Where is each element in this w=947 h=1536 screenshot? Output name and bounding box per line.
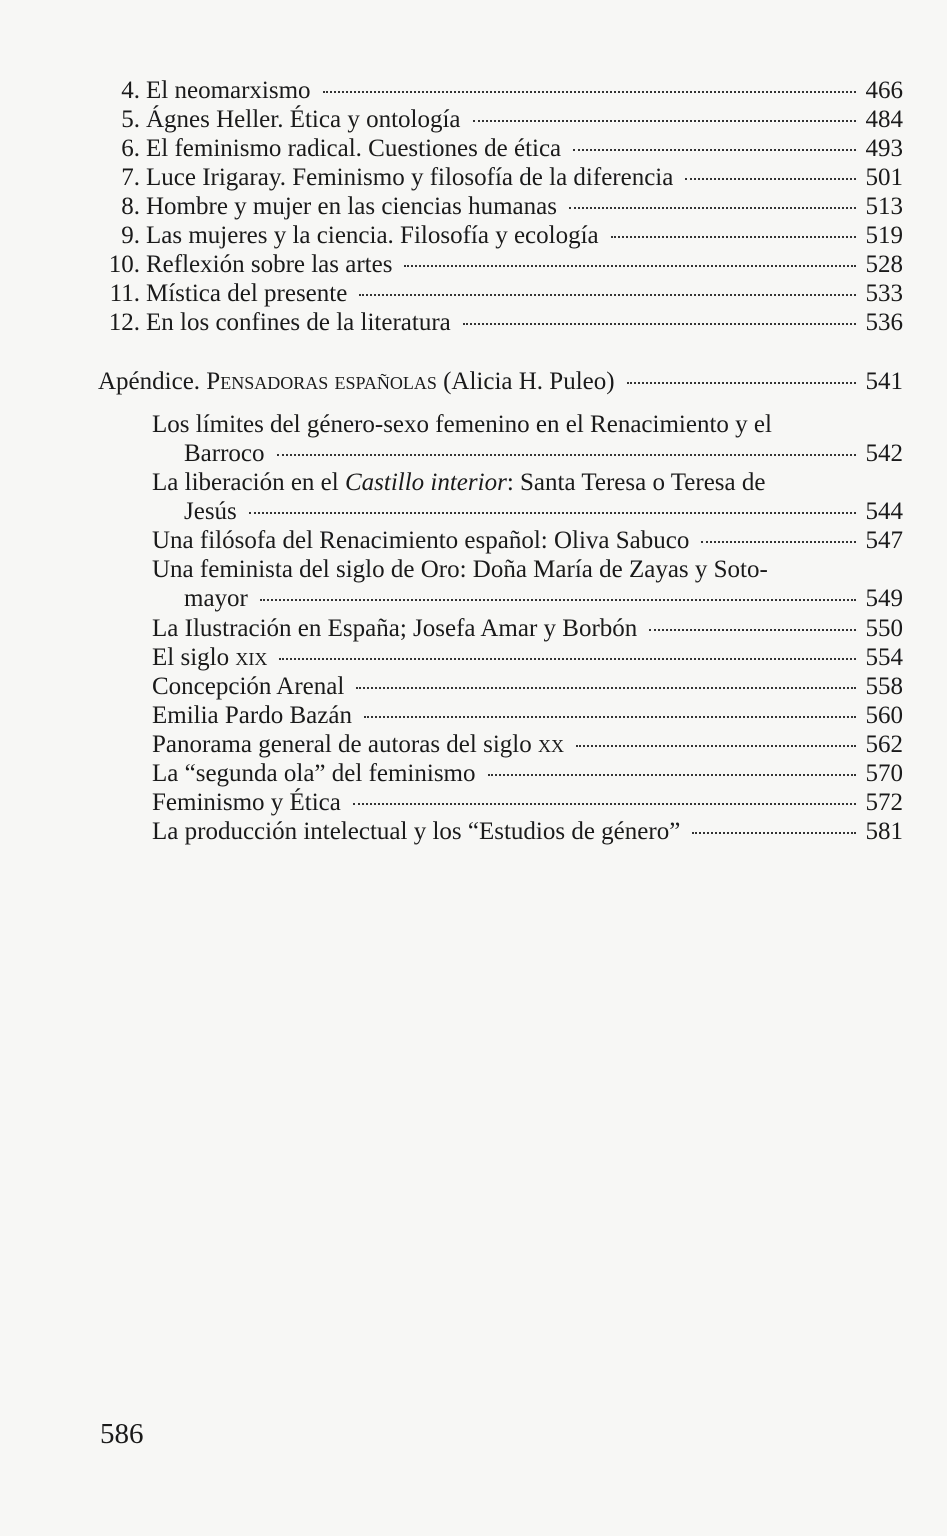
dot-leader bbox=[249, 512, 856, 514]
entry-title: El neomarxismo bbox=[146, 77, 311, 104]
entry-page: 541 bbox=[865, 368, 903, 395]
entry-title: Mística del presente bbox=[146, 280, 348, 307]
entry-title: La producción intelectual y los “Estudios de género” bbox=[152, 818, 681, 845]
title-text: El siglo bbox=[152, 644, 236, 671]
entry-page: 554 bbox=[865, 644, 903, 671]
entry-title: Una filósofa del Renacimiento español: Oliva Sabuco bbox=[152, 527, 690, 554]
toc-entry bbox=[100, 221, 903, 250]
title-text: : Santa Teresa o Teresa de bbox=[506, 469, 766, 496]
entry-title: La Ilustración en España; Josefa Amar y Borbón bbox=[152, 615, 638, 642]
appendix-title-smallcaps: Pensadoras españolas bbox=[206, 368, 437, 395]
entry-title: Concepción Arenal bbox=[152, 673, 345, 700]
toc-entry bbox=[152, 410, 903, 468]
dot-leader bbox=[353, 803, 856, 805]
entry-title-continuation bbox=[152, 584, 903, 613]
entry-number: 6. bbox=[121, 135, 140, 162]
dot-leader bbox=[473, 120, 856, 122]
entry-page: 581 bbox=[865, 818, 903, 845]
entry-title-line: Barroco bbox=[184, 440, 265, 467]
entry-title-line: Una feminista del siglo de Oro: Doña María de Zayas y Soto- bbox=[152, 556, 768, 583]
entry-title bbox=[152, 643, 267, 672]
entry-page: 549 bbox=[865, 585, 903, 612]
page-number: 586 bbox=[100, 1418, 144, 1450]
entry-title: Feminismo y Ética bbox=[152, 789, 341, 816]
dot-leader bbox=[323, 91, 856, 93]
toc-entry bbox=[152, 672, 903, 701]
toc-entry bbox=[100, 163, 903, 192]
entry-page: 466 bbox=[865, 77, 903, 104]
entry-title-line: Jesús bbox=[184, 498, 237, 525]
entry-title: La “segunda ola” del feminismo bbox=[152, 760, 476, 787]
toc-entry bbox=[152, 468, 903, 526]
entry-page: 544 bbox=[865, 498, 903, 525]
dot-leader bbox=[364, 716, 856, 718]
entry-page: 572 bbox=[865, 789, 903, 816]
toc-entry bbox=[100, 134, 903, 163]
toc-entry bbox=[152, 526, 903, 555]
entry-title: En los confines de la literatura bbox=[146, 309, 451, 336]
entry-number: 5. bbox=[121, 106, 140, 133]
title-text: La liberación en el bbox=[152, 469, 345, 496]
dot-leader bbox=[488, 774, 856, 776]
toc-entry bbox=[152, 555, 903, 613]
toc-entry bbox=[152, 788, 903, 817]
toc-entry bbox=[100, 192, 903, 221]
dot-leader bbox=[260, 599, 856, 601]
toc-entry bbox=[100, 250, 903, 279]
appendix-title bbox=[98, 367, 615, 396]
entry-page: 550 bbox=[865, 615, 903, 642]
entry-title bbox=[152, 730, 564, 759]
dot-leader bbox=[463, 323, 856, 325]
toc-entry bbox=[100, 308, 903, 337]
entry-title: Hombre y mujer en las ciencias humanas bbox=[146, 193, 557, 220]
entry-number: 11. bbox=[109, 280, 140, 307]
appendix-heading bbox=[98, 367, 903, 396]
dot-leader bbox=[576, 745, 856, 747]
entry-page: 533 bbox=[865, 280, 903, 307]
entry-page: 501 bbox=[865, 164, 903, 191]
dot-leader bbox=[356, 687, 855, 689]
title-smallcaps: xix bbox=[235, 644, 268, 671]
entry-title-line: mayor bbox=[184, 585, 248, 612]
entry-title: Ágnes Heller. Ética y ontología bbox=[146, 106, 461, 133]
dot-leader bbox=[627, 382, 856, 384]
entry-page: 528 bbox=[865, 251, 903, 278]
dot-leader bbox=[692, 832, 855, 834]
entry-title-line: Los límites del género-sexo femenino en el Renacimiento y el bbox=[152, 411, 772, 438]
appendix-prefix: Apéndice. bbox=[98, 368, 201, 395]
entry-number: 12. bbox=[108, 309, 140, 336]
entry-page: 547 bbox=[865, 527, 903, 554]
dot-leader bbox=[359, 294, 855, 296]
toc-entry bbox=[152, 701, 903, 730]
entry-page: 570 bbox=[865, 760, 903, 787]
entry-page: 493 bbox=[865, 135, 903, 162]
entry-page: 558 bbox=[865, 673, 903, 700]
dot-leader bbox=[279, 658, 855, 660]
entry-page: 513 bbox=[865, 193, 903, 220]
dot-leader bbox=[573, 149, 855, 151]
entry-title: Emilia Pardo Bazán bbox=[152, 702, 352, 729]
entry-title: Las mujeres y la ciencia. Filosofía y ecología bbox=[146, 222, 599, 249]
dot-leader bbox=[611, 236, 856, 238]
entry-page: 536 bbox=[865, 309, 903, 336]
entry-page: 560 bbox=[865, 702, 903, 729]
entry-title-continuation bbox=[152, 439, 903, 468]
entry-number: 4. bbox=[121, 77, 140, 104]
entry-number: 9. bbox=[121, 222, 140, 249]
dot-leader bbox=[685, 178, 855, 180]
appendix-author: (Alicia H. Puleo) bbox=[443, 368, 615, 395]
toc-entry bbox=[100, 279, 903, 308]
dot-leader bbox=[569, 207, 856, 209]
toc-entry bbox=[152, 614, 903, 643]
entry-title: El feminismo radical. Cuestiones de ética bbox=[146, 135, 562, 162]
entry-number: 10. bbox=[108, 251, 140, 278]
entry-page: 519 bbox=[865, 222, 903, 249]
entry-page: 562 bbox=[865, 731, 903, 758]
entry-title-line bbox=[152, 468, 903, 497]
title-text: Panorama general de autoras del siglo bbox=[152, 731, 538, 758]
dot-leader bbox=[277, 454, 856, 456]
entry-page: 484 bbox=[865, 106, 903, 133]
entry-page: 542 bbox=[865, 440, 903, 467]
toc-entry bbox=[100, 105, 903, 134]
entry-title: Luce Irigaray. Feminismo y filosofía de la diferencia bbox=[146, 164, 674, 191]
dot-leader bbox=[404, 265, 855, 267]
dot-leader bbox=[701, 541, 855, 543]
entry-number: 8. bbox=[121, 193, 140, 220]
dot-leader bbox=[649, 629, 855, 631]
title-smallcaps: xx bbox=[537, 731, 564, 758]
toc-entry bbox=[152, 759, 903, 788]
toc-entry bbox=[152, 643, 903, 672]
entry-title: Reflexión sobre las artes bbox=[146, 251, 393, 278]
entry-number: 7. bbox=[121, 164, 140, 191]
toc-entry bbox=[100, 76, 903, 105]
toc-entry bbox=[152, 730, 903, 759]
title-italic: Castillo interior bbox=[344, 469, 507, 496]
entry-title-continuation bbox=[152, 497, 903, 526]
toc-entry bbox=[152, 817, 903, 846]
